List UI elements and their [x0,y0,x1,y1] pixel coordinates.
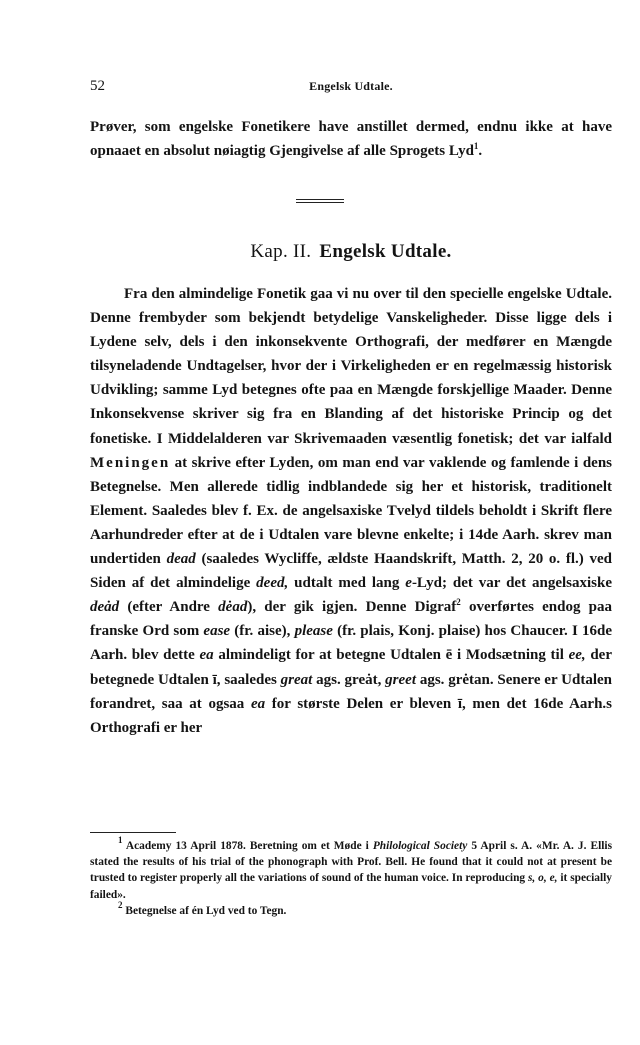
chapter-heading [90,241,612,263]
footnote-text: Betegnelse af én Lyd ved to Tegn. [122,904,287,917]
main-body [90,282,612,740]
body-text: at skrive efter Lyden, om man end var vaklende og famlende i dens Betegnelse. Men allerede tidlig indblandede sig her et historisk, traditionelt Element. Saaledes blev f. Ex. de angelsaxiske Tvelyd tildels beholdt i Skrift flere Aarhundreder efter at de i Udtalen vare blevne enkelte; i 14de Aarh. skrev man undertiden [90,454,612,568]
body-text: der betegnede Udtalen ī, saaledes [90,647,612,688]
body-text: for største Delen er bleven ī, men det 16de Aarh.s Orthografi er her [90,695,612,736]
footnote-text: it specially failed». [90,872,612,901]
italic-word: ea [199,647,214,664]
footnote-2 [90,899,612,919]
italic-word: deȧd [90,599,120,616]
italic-word: s, o, e, [528,872,558,885]
footnote-number: 1 [118,835,123,845]
page-number: 52 [90,78,105,94]
body-text: -Lyd; det var det angelsaxiske [411,575,612,592]
body-text: udtalt med lang [288,575,406,592]
body-text: almindeligt for at betegne Udtalen ē i Modsætning til [213,647,569,664]
italic-word: ease [203,623,231,640]
intro-text-end: . [478,143,483,160]
body-text: Fra den almindelige Fonetik gaa vi nu over til den specielle engelske Udtale. Denne frembyder som bekjendt betydelige Vanskeligheder. Disse ligge dels i Lydene selv, dels i den inkonsekvente Orthografi, der medfører en Mængde tilsyneladende Undtagelser, hvor der i Virkeligheden er en regelmæssig historisk Udvikling; samme Lyd betegnes ofte paa en Mængde forskjellige Maader. Denne Inkonsekvense skriver sig fra en Blanding af det historiske Princip og det fonetiske. I Middelalderen var Skrivemaaden væsentlig fonetisk; det var ialfald [90,286,612,447]
footnote-separator [90,832,176,833]
body-text: (saaledes Wycliffe, ældste Haandskrift, Matth. 2, 20 o. fl.) ved Siden af det almindelige [90,551,612,592]
body-text: ags. grėtan. Senere er Udtalen forandret, saa at ogsaa [90,671,612,712]
chapter-title: Engelsk Udtale. [319,241,452,262]
body-text: ), der gik igjen. Denne Digraf [247,599,457,616]
chapter-label: Kap. II. [250,241,312,262]
section-divider [296,199,344,203]
italic-word: please [294,623,333,640]
italic-word: e [405,575,412,592]
body-text: (fr. plais, Konj. plaise) hos Chaucer. I 16de Aarh. blev dette [90,623,612,664]
intro-paragraph [90,115,612,163]
body-text: overførtes endog paa franske Ord som [90,599,612,640]
footnote-text: Academy 13 April 1878. Beretning om et Møde i [122,840,373,852]
body-text: (efter Andre [119,599,219,616]
footnote-ref-2[interactable]: 2 [456,597,461,608]
running-title: Engelsk Udtale. [309,79,393,93]
italic-word: Philological Society [372,840,468,852]
italic-word: ea [250,695,266,712]
italic-word: greet [385,671,416,688]
body-paragraph [90,282,612,740]
page-header [90,78,612,100]
footnote-text: 5 April s. A. «Mr. A. J. Ellis stated the results of his trial of the phonograph with Prof. Bell. He found that it could not at present be trusted to register properly all the variations of sound of the human voice. In reproducing [90,840,612,885]
italic-word: ee, [568,647,586,664]
spaced-emphasis: Meningen [90,454,171,471]
italic-word: great [280,671,313,688]
italic-word: dėad [218,599,248,616]
italic-word: deed, [256,575,289,592]
footnote-ref-1[interactable]: 1 [473,141,479,152]
footnotes [90,835,612,919]
footnote-1 [90,835,612,903]
footnote-number: 2 [118,899,123,910]
italic-word: dead [166,551,196,568]
intro-text: Prøver, som engelske Fonetikere have anstillet dermed, endnu ikke at have opnaaet en absolut nøiagtig Gjengivelse af alle Sprogets Lyd [90,119,612,160]
body-text: ags. greȧt, [312,671,386,688]
body-text: (fr. aise), [230,623,295,640]
